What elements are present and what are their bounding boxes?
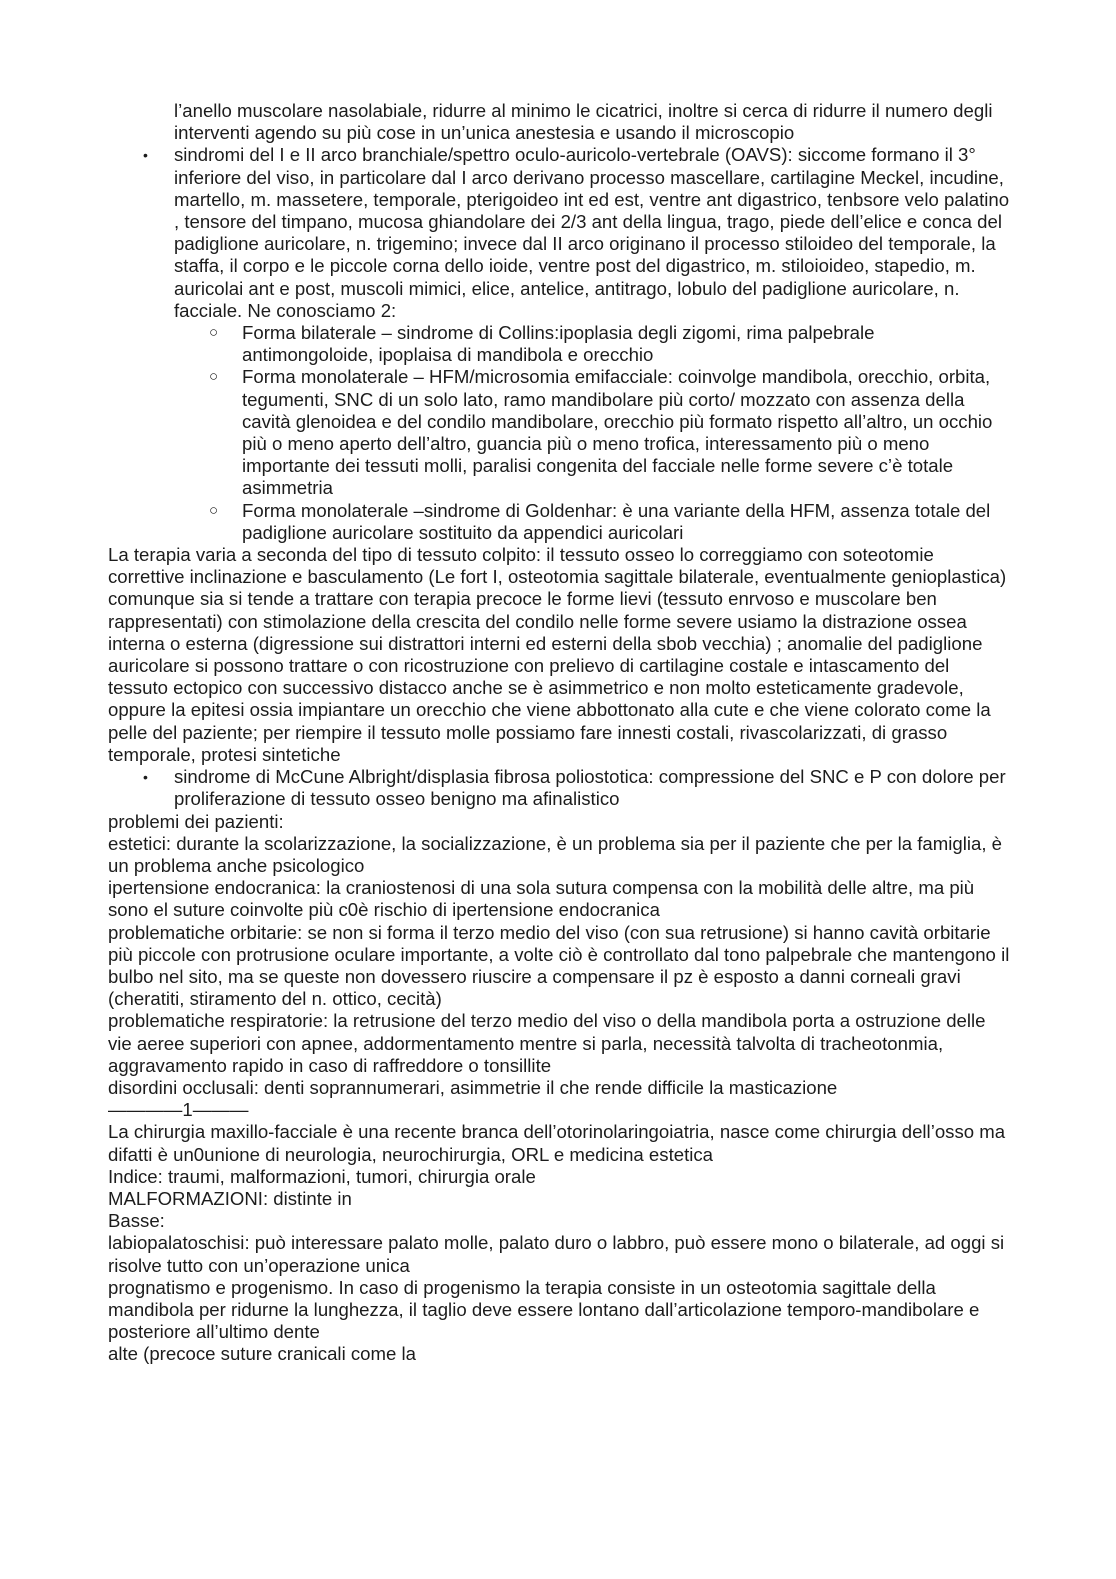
terapia-paragraph: La terapia varia a seconda del tipo di tessuto colpito: il tessuto osseo lo correggiamo con soteotomie correttive inclinazione e basculamento (Le fort I, osteotomia sagittale bilaterale, eventualmente genioplastica) comunque sia si tende a trattare con terapia precoce le forme lievi (tessuto enrvoso e muscolare ben rappresentati) con stimolazione della crescita del condilo nelle forme severe usiamo la distrazione ossea interna o esterna (digressione sui distrattori interni ed esterni della sbob vecchia) ; anomalie del padiglione auricolare si possono trattare o con ricostruzione con prelievo di cartilagine costale e intascamento del tessuto ectopico con successivo distacco anche se è asimmetrico e non molto esteticamente gradevole, oppure la epitesi ossia impiantare un orecchio che viene abbottonato alla cute e che viene colorato come la pelle del paziente; per riempire il tessuto molle possiamo fare innesti costali, rivascolarizzati, di grasso temporale, protesi sintetiche bbox=[108, 544, 1007, 765]
problems-heading: problemi dei pazienti: bbox=[108, 810, 284, 832]
bullet-text: sindrome di McCune Albright/displasia fibrosa poliostotica: compressione del SNC e P con dolore per proliferazione di tessuto osseo benigno ma afinalistico bbox=[174, 766, 1006, 810]
sub-item-text: Forma monolaterale –sindrome di Goldenhar: è una variante della HFM, assenza totale del padiglione auricolare sostituito da appendici auricolari bbox=[242, 499, 991, 543]
section-separator: ————1——— bbox=[108, 1099, 249, 1121]
intro-paragraph: La chirurgia maxillo-facciale è una recente branca dell’otorinolaringoiatria, nasce come chirurgia dell’osso ma difatti è un0unione di neurologia, neurochirurgia, ORL e medicina estetica bbox=[108, 1121, 1006, 1165]
document-page bbox=[0, 100, 1116, 1366]
bullet-marker: • bbox=[143, 769, 148, 786]
problem-ipertensione: ipertensione endocranica: la craniostenosi di una sola sutura compensa con la mobilità delle altre, ma più sono el suture coinvolte più c0è rischio di ipertensione endocranica bbox=[108, 877, 975, 921]
alte-line: alte (precoce suture cranicali come la bbox=[108, 1343, 416, 1365]
sub-item-text: Forma monolaterale – HFM/microsomia emifacciale: coinvolge mandibola, orecchio, orbita, tegumenti, SNC di un solo lato, ramo mandibolare più corto/ mozzato con assenza della cavità glenoidea e del condilo mandibolare, orecchio più formato rispetto all’altro, un occhio più o meno aperto dell’altro, guancia più o meno trofica, interessamento più o meno importante dei tessuti molli, paralisi congenita del facciale nelle forme severe c’è totale asimmetria bbox=[242, 366, 993, 499]
continuation-paragraph: l’anello muscolare nasolabiale, ridurre al minimo le cicatrici, inoltre si cerca di ridurre il numero degli interventi agendo su più cose in un’unica anestesia e usando il microscopio bbox=[174, 100, 993, 144]
index-line: Indice: traumi, malformazioni, tumori, chirurgia orale bbox=[108, 1165, 536, 1187]
basse-heading: Basse: bbox=[108, 1210, 165, 1232]
bullet-item-mccune bbox=[143, 766, 1014, 810]
circle-bullet-marker: ○ bbox=[209, 368, 219, 386]
bullet-marker: • bbox=[143, 147, 148, 164]
labiopalatoschisi-paragraph: labiopalatoschisi: può interessare palato molle, palato duro o labbro, può essere mono o bilaterale, ad oggi si risolve tutto con un’operazione unica bbox=[108, 1232, 1005, 1276]
bullet-text: sindromi del I e II arco branchiale/spettro oculo-auricolo-vertebrale (OAVS): siccome formano il 3° inferiore del viso, in particolare dal I arco derivano processo mascellare, cartilagine Meckel, incudine, martello, m. massetere, temporale, pterigoideo int ed est, ventre ant digastrico, tenbsore velo palatino , tensore del timpano, mucosa ghiandolare dei 2/3 ant della lingua, trago, piede dell’elice e conca del padiglione auricolare, n. trigemino; invece dal II arco originano il processo stiloideo del temporale, la staffa, il corpo e le piccole corna dello ioide, ventre post del digastrico, m. stiloioideo, stapedio, m. auricolai ant e post, muscoli mimici, elice, antelice, antitrago, lobulo del padiglione auricolare, n. facciale. Ne conosciamo 2: bbox=[174, 144, 1010, 321]
problem-orbitarie: problematiche orbitarie: se non si forma il terzo medio del viso (con sua retrusione) si hanno cavità orbitarie più piccole con protrusione oculare importante, a volte ciò è controllato dal tono palpebrale che mantengono il bulbo nel sito, ma se queste non dovessero riuscire a compensare il pz è esposto a danni corneali gravi (cheratiti, stiramento del n. ottico, cecità) bbox=[108, 921, 1010, 1010]
problem-respiratorie: problematiche respiratorie: la retrusione del terzo medio del viso o della mandibola porta a ostruzione delle vie aeree superiori con apnee, addormentamento mentre si parla, necessità talvolta di tracheotonmia, aggravamento rapido in caso di raffreddore o tonsillite bbox=[108, 1010, 986, 1076]
sub-item-text: Forma bilaterale – sindrome di Collins:ipoplasia degli zigomi, rima palpebrale antimongoloide, ipoplaisa di mandibola e orecchio bbox=[242, 322, 875, 366]
problem-occlusali: disordini occlusali: denti soprannumerari, asimmetrie il che rende difficile la masticazione bbox=[108, 1076, 838, 1098]
sub-item-goldenhar bbox=[209, 499, 1002, 544]
bullet-item-oavs bbox=[143, 144, 1014, 322]
sub-item-collins bbox=[209, 322, 1002, 366]
prognatismo-paragraph: prognatismo e progenismo. In caso di progenismo la terapia consiste in un osteotomia sagittale della mandibola per ridurne la lunghezza, il taglio deve essere lontano dall’articolazione temporo-mandibolare e posteriore all’ultimo dente bbox=[108, 1276, 980, 1343]
sub-item-hfm bbox=[209, 366, 1002, 499]
problem-estetici: estetici: durante la scolarizzazione, la socializzazione, è un problema sia per il paziente che per la famiglia, è un problema anche psicologico bbox=[108, 832, 1003, 876]
circle-bullet-marker: ○ bbox=[209, 324, 219, 342]
circle-bullet-marker: ○ bbox=[209, 501, 219, 519]
malformazioni-heading: MALFORMAZIONI: distinte in bbox=[108, 1187, 352, 1209]
